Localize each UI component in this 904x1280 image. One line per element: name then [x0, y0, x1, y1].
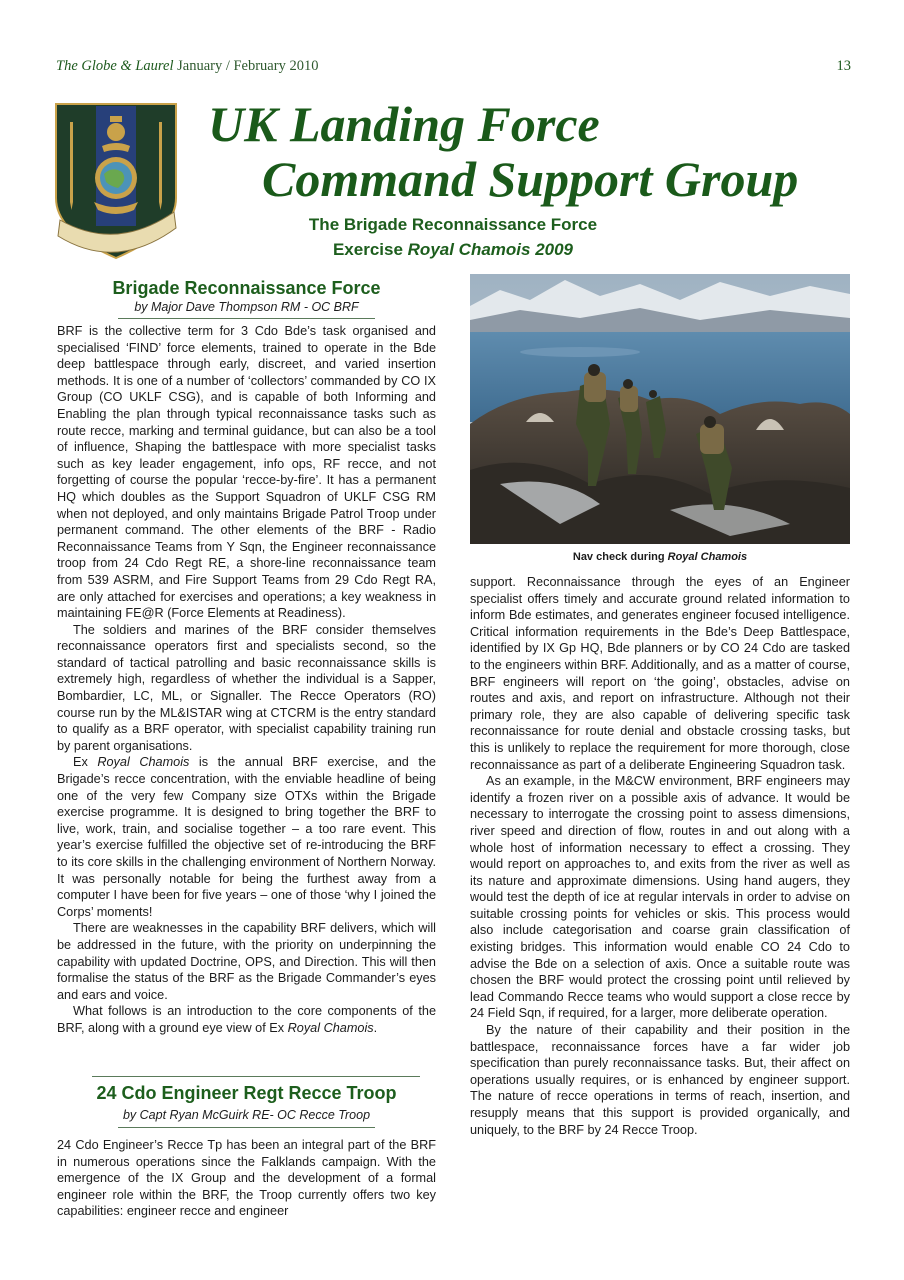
article-title-line-2: Command Support Group [262, 151, 799, 207]
subtitle-exercise-label: Exercise [332, 240, 403, 259]
paragraph: 24 Cdo Engineer’s Recce Tp has been an integral part of the BRF in numerous operations since the Falklands campaign. With the emergence of the IX Group and the development of a formal engineer role within the BRF, the Troop currently offers two key capabilities: engineer recce and engineer [57, 1138, 436, 1219]
paragraph: support. Reconnaissance through the eyes of an Engineer specialist offers timely and accurate ground related information to inform Bde estimates, and generates engineer focused intelligence. Critical information requirements in the Bde’s Deep Battlespace, identified by IX Gp HQ, Bde planners or by CO 24 Cdo are tasked to the engineers within BRF. Additionally, and as a matter of course, BRF engineers will report on ‘the going’, obstacles, advise on routes and axis, and report on infrastructure. Although not their primary role, they are also capable of delivering specific task reconnaissance for route denial and obstacle crossing tasks, but this is unlikely to replace the requirement for more thorough, close reconnaissance as part of a deliberate Engineering Squadron task. [470, 575, 850, 772]
page-number: 13 [836, 58, 851, 74]
subtitle-exercise-name: Royal Chamois 2009 [407, 240, 574, 259]
paragraph: By the nature of their capability and their position in the battlespace, reconnaissance forces have a far wider job specification than purely reconnaissance tasks. But, their affect on operations usually requires, or is enhanced by engineer support. The nature of recce operations in terms of reach, insertion, and resupply means that this support is provided organically, and uniquely, to the BRF by 24 Recce Troop. [470, 1023, 850, 1137]
byline-brf: by Major Dave Thompson RM - OC BRF [134, 300, 359, 314]
paragraph: What follows is an introduction to the core components of the BRF, along with a ground eye view of Ex Royal Chamois. [57, 1004, 436, 1035]
subtitle-line-1: The Brigade Reconnaissance Force [308, 215, 598, 234]
subtitle-line-2 [236, 240, 670, 260]
paragraph: BRF is the collective term for 3 Cdo Bde’s task organised and specialised ‘FIND’ force elements, trained to operate in the Bde deep battlespace through early, discreet, and varied insertion methods. It is one of a number of ‘collectors’ commanded by CO IX Group (CO UKLF CSG), and is capable of both Informing and Enabling the plan through typical reconnaissance tasks such as route recce, marking and terminal guidance, but can also be a tool of influence, Shaping the battlespace with more specialist tasks such as key leader engagement, info ops, RF recce, and not forgetting of course the popular ‘recce-by-fire’. It has a permanent HQ which doubles as the Support Squadron of UKLF CSG RM when not deployed, and only maintains Brigade Patrol Troop under permanent command. The other elements of the BRF - Radio Reconnaissance Teams from Y Sqn, the Engineer reconnaissance troop from 24 Cdo Regt RE, a shore-line reconnaissance team from 539 ASRM, and Fire Support Teams from 29 Cdo Regt RA, are only attached for exercises and operations; a key weakness in maintaining FE@R (Force Elements at Readiness). [57, 324, 436, 621]
section-divider [92, 1076, 420, 1077]
byline-underline [118, 1127, 375, 1128]
left-column-section-2 [57, 1137, 436, 1220]
section-heading-recce-troop: 24 Cdo Engineer Regt Recce Troop [96, 1083, 397, 1103]
royal-marines-crest [54, 102, 178, 262]
running-header [56, 58, 851, 75]
left-column [57, 323, 436, 1037]
paragraph: Ex Royal Chamois is the annual BRF exercise, and the Brigade’s recce concentration, with the enviable headline of being one of the very few Company size OTXs within the Brigade exercise programme. It is designed to bring together the BRF to live, work, train, and socialise together – a too rare event. This year’s exercise fulfilled the objective set of re-introducing the BRF to its core skills in the challenging environment of Northern Norway. It was personally notable for being the furthest away from a computer I have been for five years – one of those ‘why I joined the Corps’ moments! [57, 755, 436, 919]
article-title-line-1: UK Landing Force [208, 96, 600, 152]
paragraph: There are weaknesses in the capability BRF delivers, which will be addressed in the future, with the priority on underpinning the capability with updated Doctrine, OPS, and Direction. This will then formalise the status of the BRF as the Brigade Commander’s eyes and ears and voice. [57, 921, 436, 1002]
byline-underline [118, 318, 375, 319]
publication-name: The Globe & Laurel [56, 58, 174, 74]
photo-caption: Nav check during Royal Chamois [572, 551, 748, 563]
issue-date: January / February 2010 [177, 58, 319, 74]
section-heading-brf: Brigade Reconnaissance Force [112, 278, 381, 298]
right-column [470, 574, 850, 1138]
paragraph: The soldiers and marines of the BRF consider themselves reconnaissance operators first and specialists second, so the standard of tactical patrolling and basic reconnaissance skills is extremely high, regardless of whether the individual is a Sapper, Bombardier, LC, ML, or Signaller. The Recce Operators (RO) course run by the ML&ISTAR wing at CTCRM is the entry standard to qualify as a BRF operator, with specialist capability training run by parent organisations. [57, 622, 436, 753]
photo-nav-check [470, 274, 850, 544]
byline-recce-troop: by Capt Ryan McGuirk RE- OC Recce Troop [122, 1108, 371, 1122]
paragraph: As an example, in the M&CW environment, BRF engineers may identify a frozen river on a possible axis of advance. It would be necessary to interrogate the crossing point to assess dimensions, river speed and direction of flow, routes in and out along with a whole host of information necessary to effect a crossing. They would report on approaches to, and exits from the river as well as its nature and approximate dimensions. Using hand augers, they would test the depth of ice at regular intervals in order to advise on suitable crossing points for vehicles or skis. This process would also include categorisation and coarse grain classification of existing bridges. This information would enable CO 24 Cdo to advise the Bde on a selection of axis. Once a suitable route was chosen the BRF would protect the crossing point until relieved by lead Commando Recce teams who would support a close recce by 24 Field Sqn, if required, for a larger, more deliberate operation. [470, 774, 850, 1021]
